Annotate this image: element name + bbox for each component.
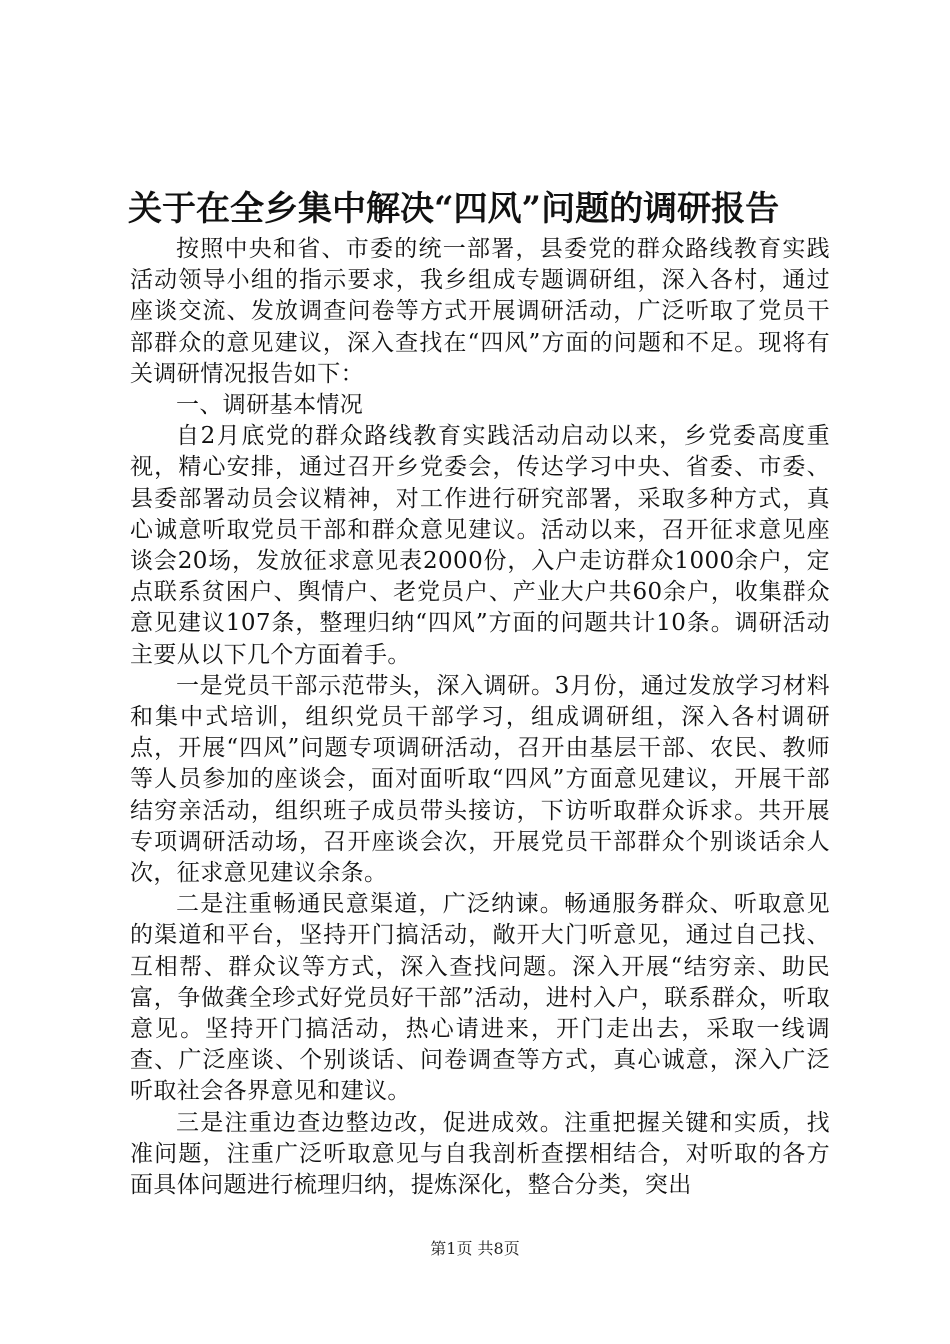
document-body (130, 234, 830, 1201)
document-title: 关于在全乡集中解决“四风”问题的调研报告 (128, 189, 780, 229)
page-number: 第1页 共8页 (430, 1239, 520, 1258)
section-heading: 一、调研基本情况 (176, 392, 364, 419)
paragraph-point-two: 二是注重畅通民意渠道，广泛纳谏。畅通服务群众、听取意见的渠道和平台，坚持开门搞活动，敞开大门听意见，通过自己找、互相帮、群众议等方式，深入查找问题。深入开展“结穷亲、助民富，争做龚全珍式好党员好干部”活动，进村入户，联系群众，听取意见。坚持开门搞活动，热心请进来，开门走出去，采取一线调查、广泛座谈、个别谈话、问卷调查等方式，真心诚意，深入广泛听取社会各界意见和建议。 (130, 891, 830, 1105)
paragraph-point-one: 一是党员干部示范带头，深入调研。3月份，通过发放学习材料和集中式培训，组织党员干部学习，组成调研组，深入各村调研点，开展“四风”问题专项调研活动，召开由基层干部、农民、教师等人员参加的座谈会，面对面听取“四风”方面意见建议，开展干部结穷亲活动，组织班子成员带头接访，下访听取群众诉求。共开展专项调研活动场，召开座谈会次，开展党员干部群众个别谈话余人次，征求意见建议余条。 (130, 672, 830, 887)
paragraph-overview: 自2月底党的群众路线教育实践活动启动以来，乡党委高度重视，精心安排，通过召开乡党委会，传达学习中央、省委、市委、县委部署动员会议精神，对工作进行研究部署，采取多种方式，真心诚意听取党员干部和群众意见建议。活动以来，召开征求意见座谈会20场，发放征求意见表2000份，入户走访群众1000余户，定点联系贫困户、舆情户、老党员户、产业大户共60余户，收集群众意见建议107条，整理归纳“四风”方面的问题共计10条。调研活动主要从以下几个方面着手。 (130, 423, 830, 668)
paragraph-intro: 按照中央和省、市委的统一部署，县委党的群众路线教育实践活动领导小组的指示要求，我乡组成专题调研组，深入各村，通过座谈交流、发放调查问卷等方式开展调研活动，广泛听取了党员干部群众的意见建议，深入查找在“四风”方面的问题和不足。现将有关调研情况报告如下： (130, 236, 830, 387)
paragraph-point-three: 三是注重边查边整边改，促进成效。注重把握关键和实质，找准问题，注重广泛听取意见与自我剖析查摆相结合，对听取的各方面具体问题进行梳理归纳，提炼深化，整合分类，突出 (130, 1109, 830, 1199)
